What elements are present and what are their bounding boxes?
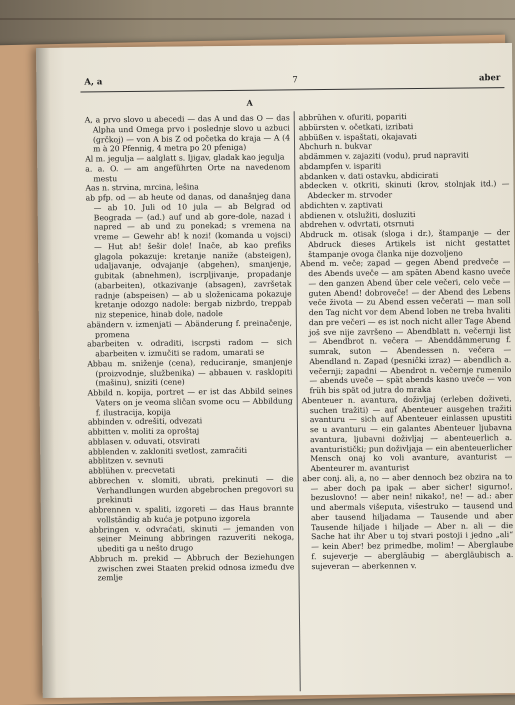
dictionary-entry: Abbild n. kopija, portret — er ist das Abbild seines Vaters on je veoma sličan svome ocu — Abbildung f. ilustracija, kopija [87, 386, 293, 417]
dictionary-entry: abdichten v. zaptivati [299, 200, 383, 210]
dictionary-entry: abblasen v. oduvati, otsvirati [88, 436, 200, 447]
dictionary-entry: abbitten v. moliti za oproštaj [87, 426, 200, 437]
dictionary-entry: abdecken v. otkriti, skinuti (krov, stolnjak itd.) — Abdecker m. strvoder [299, 179, 510, 201]
dictionary-entry: abbürsten v. očetkati, izribati [298, 121, 414, 133]
dictionary-entry: Al m. jegulja — aalglatt s. Ijigav, gladak kao jegulja [85, 152, 285, 164]
dictionary-entry: ab pfp. od — ab heute od danas, od današnjeg dana — ab 10. Juli od 10 jula — ab Belgrad od Beograda — (ad.) auf und ab gore-dole, nazad i napred — ab und zu ponekad; s vremena na vreme — Gewehr ab! k nozi! (komanda u vojsci) — Hut ab! šešir dole! Inače, ab kao prefiks glagola pokazuje: kretanje naniže (absteigen), udaljavanje, odvajanje (abgehen), smanjenje, gubitak (abnehmen), iscrpljivanje, propadanje (abarbeiten), otkazivanje (absagen), završetak radnje (abspeisen) — ab u složenicama pokazuje kretanje odozgo nadole: bergab nizbrdo, treppab niz stepenice, hinab dole, nadole [85, 191, 292, 320]
dictionary-entry: abblühen v. precvetati [88, 465, 176, 476]
dictionary-page [36, 43, 515, 698]
dictionary-entry: Abdruck m. otisak (sloga i dr.), štampanje — der Abdruck dieses Artikels ist nicht gestattet štampanje ovoga članka nije dozvoljeno [299, 228, 511, 259]
dictionary-entry: aber conj. ali, a, no — aber dennoch bez obzira na to — aber doch pa ipak — aber sicher! sigurno!, bezuslovno! — aber nein! nikako!, ne! — ad.: aber und abermals višeputa, višestruko — tausend und aber tausend hiljadama — Tausende und aber Tausende hiljade i hiljade — Aber n. ali — die Sache hat ihr Aber u toj stvari postoji i jedno „ali“ — kein Aber! bez primedbe, molim! — Aberglaube f. sujeverje — abergläubig — abergläubisch a. sujeveran — aberkennen v. [302, 471, 514, 571]
dictionary-entry: Aas n. strvina, mrcina, lešina [85, 182, 199, 193]
dictionary-entry: Abbruch m. prekid — Abbruch der Beziehungen zwischen zwei Staaten prekid odnosa između dve zemlje [89, 552, 295, 583]
header-left-guideword: A, a [84, 77, 103, 88]
dictionary-entry: abbrennen v. spaliti, izgoreti — das Haus brannte vollständig ab kuća je potpuno izgorela [88, 503, 294, 525]
dictionary-entry: abarbeiten v. odraditi, iscrpsti radom — sich abarbeiten v. izmučiti se radom, umarati se [87, 337, 293, 359]
dictionary-entry: abbrechen v. slomiti, ubrati, prekinuti — die Verhandlungen wurden abgebrochen pregovori su prekinuti [88, 474, 294, 505]
dictionary-entry: abbringen v. odvraćati, skinuti — jemanden von seiner Meinung abbringen razuveriti nekoga, ubediti ga u nešto drugo [88, 522, 295, 554]
dictionary-entry: abblenden v. zakloniti svetlost, zamračiti [88, 445, 248, 456]
table-board-seam [0, 18, 515, 20]
dictionary-entry: abdämmen v. zajaziti (vodu), prud napraviti [299, 150, 469, 162]
dictionary-entry: abändern v. izmenjati — Abänderung f. preinačenje, promena [86, 318, 292, 339]
dictionary-entry: abdampfen v. ispariti [299, 161, 382, 171]
dictionary-entry: Abbau m. sniženje (cena), reduciranje, smanjenje (proizvodnje, službenika) — abbauen v. rasklopiti (mašinu), sniziti (cene) [87, 357, 293, 388]
header-right-guideword: aber [478, 73, 501, 84]
dictionary-entry: abbüßen v. ispaštati, okajavati [298, 131, 418, 142]
dictionary-entry: Abend m. veče; zapad — gegen Abend predveče — des Abends uveče — am späten Abend kasno uveče — den ganzen Abend über cele večeri, celo veče — guten Abend! dobroveče! — der Abend des Lebens veče života — zu Abend essen večerati — man soll den Tag nicht vor dem Abend loben ne treba hvaliti dan pre večeri — es ist noch nicht aller Tage Abend još sve nije završeno — Abendblatt n. večernji list — Abendbrot n. večera — Abenddämmerung f. sumrak, suton — Abendessen n. večera — Abendland n. Zapad (pesnički izraz) — abendlich a. večernji; zapadni — Abendrot n. večernje rumenilo — abends uveče — spät abends kasno uveče — von früh bis spät od jutra do mraka [300, 257, 512, 396]
dictionary-entry: abbinden v. odrešiti, odvezati [87, 416, 203, 427]
dictionary-entry: abdrehen v. odvrtati, otsrnuti [299, 219, 415, 230]
dictionary-entry: a. a. O. — am angeführten Orte na navedenom mestu [85, 162, 291, 183]
dictionary-entry: abdanken v. dati ostavku, abdicirati [299, 170, 439, 181]
right-column [299, 111, 514, 571]
dictionary-entry: abblitzen v. sevnuti [88, 455, 164, 466]
dictionary-entry: Abchurh n. bukvar [299, 141, 372, 152]
left-column [85, 113, 295, 583]
dictionary-entry: abdienen v. otslužiti, dosluziti [299, 209, 416, 220]
page-number: 7 [292, 75, 298, 86]
dictionary-entry: A, a prvo slovo u abecedi — das A und das O — das Alpha und Omega prvo i poslednje slovo u azbuci (grčkoj) — von A bis Z od početka do kraja — A (4 m à 20 Pfennig, 4 metra po 20 pfeniga) [84, 113, 290, 154]
dictionary-entry: abbrühen v. ofuriti, popariti [298, 112, 407, 123]
dictionary-entry: Abenteuer n. avantura, doživljaj (erleben doživeti, suchen tražiti) — auf Abenteuer ausgehen tražiti avanturu — sich auf Abenteuer einlassen upustiti se u avanturu — ein galantes Abenteuer ljubavna avantura, ljubavni doživljaj — abenteuerlich a. avanturistički; pun doživljaja — ein abenteuerlicher Mensch onaj ko voli avanture, avanturist — Abenteurer m. avanturist [301, 393, 513, 474]
section-letter: A [246, 97, 253, 108]
